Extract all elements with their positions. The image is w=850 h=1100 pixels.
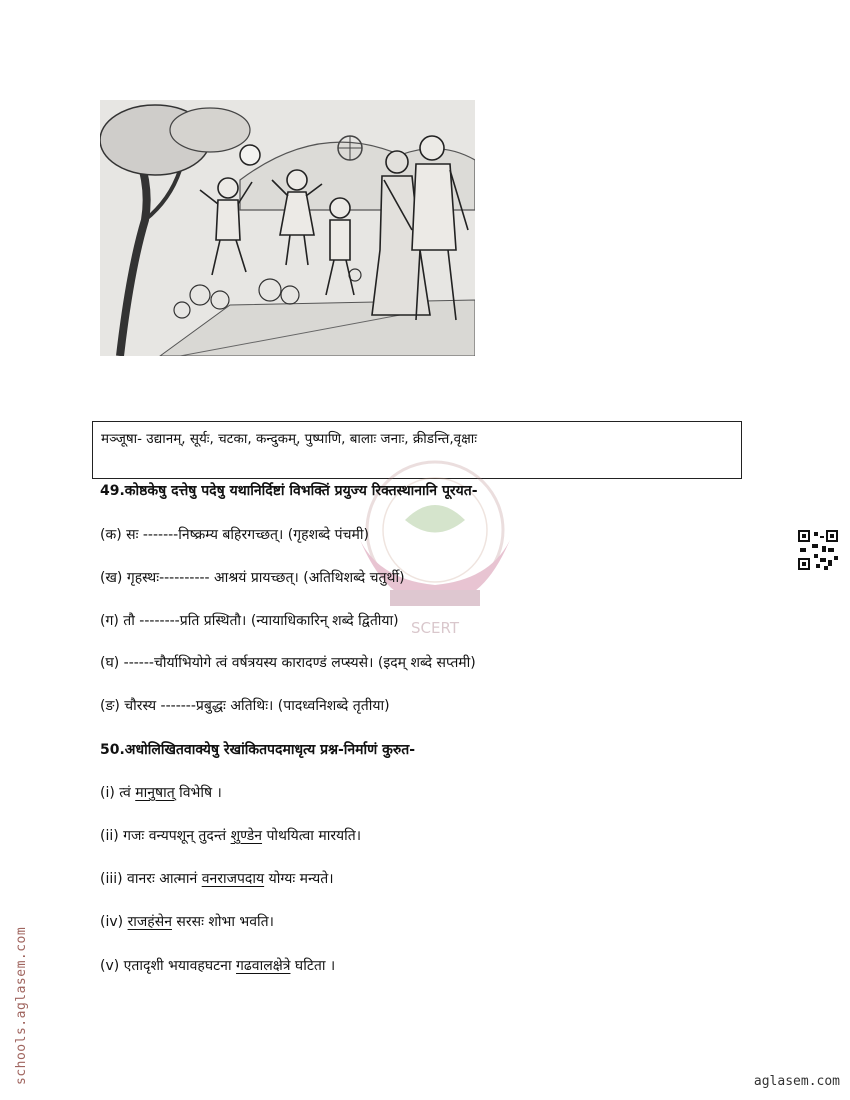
q50-item-iii bbox=[100, 869, 334, 888]
q50-item-ii bbox=[100, 826, 361, 845]
q49-heading: 49.कोष्ठकेषु दत्तेषु पदेषु यथानिर्दिष्टां विभक्तिं प्रयुज्य रिक्तस्थानानि पूरयत- bbox=[100, 483, 478, 499]
watermark-abbr: SCERT bbox=[411, 619, 459, 637]
sentence-text: योग्यः मन्यते। bbox=[264, 871, 334, 887]
qr-code bbox=[798, 530, 838, 570]
q50-item-i bbox=[100, 783, 222, 802]
q49-item-ka: (क) सः -------निष्क्रम्य बहिरगच्छत्। (गृहशब्दे पंचमी) bbox=[100, 527, 369, 543]
q49-item-gha: (घ) ------चौर्याभियोगे त्वं वर्षत्रयस्य कारादण्डं लप्स्यसे। (इदम् शब्दे सप्तमी) bbox=[100, 655, 476, 671]
underlined-word: राजहंसेन bbox=[127, 914, 172, 930]
sentence-text: (i) त्वं bbox=[100, 785, 136, 801]
underlined-word: मानुषात् bbox=[135, 785, 175, 801]
underlined-word: शुण्डेन bbox=[230, 828, 263, 844]
sentence-text: विभेषि । bbox=[174, 785, 222, 801]
sentence-text: (ii) गजः वन्यपशून् तुदन्तं bbox=[100, 828, 231, 844]
q49-item-ga: (ग) तौ --------प्रति प्रस्थितौ। (न्यायाधिकारिन् शब्दे द्वितीया) bbox=[100, 613, 399, 629]
underlined-word: वनराजपदाय bbox=[201, 871, 265, 887]
word-bank-text: मञ्जूषा- उद्यानम्, सूर्यः, चटका, कन्दुकम्, पुष्पाणि, बालाः जनाः, क्रीडन्ति,वृक्षाः bbox=[101, 431, 478, 447]
footer-website-url: aglasem.com bbox=[753, 1074, 840, 1089]
sentence-text: घटिता । bbox=[290, 958, 336, 974]
sentence-text: (v) एतादृशी भयावहघटना bbox=[100, 958, 237, 974]
q50-item-v bbox=[100, 956, 335, 975]
sentence-text: (iii) वानरः आत्मानं bbox=[100, 871, 202, 887]
q50-heading: 50.अधोलिखितवाक्येषु रेखांकितपदमाधृत्य प्रश्न-निर्माणं कुरुत- bbox=[100, 742, 416, 758]
sentence-text: सरसः शोभा भवति। bbox=[171, 914, 274, 930]
side-website-url: schools.aglasem.com bbox=[14, 926, 29, 1085]
q50-item-iv bbox=[100, 912, 274, 931]
sentence-text: (iv) bbox=[100, 914, 128, 930]
underlined-word: गढवालक्षेत्रे bbox=[236, 958, 291, 974]
q49-item-nga: (ङ) चौरस्य -------प्रबुद्धः अतिथिः। (पादध्वनिशब्दे तृतीया) bbox=[100, 698, 390, 714]
park-illustration bbox=[100, 100, 475, 356]
sentence-text: पोथयित्वा मारयति। bbox=[262, 828, 362, 844]
q49-item-kha: (ख) गृहस्थः---------- आश्रयं प्रायच्छत्। (अतिथिशब्दे चतुर्थी) bbox=[100, 570, 405, 586]
